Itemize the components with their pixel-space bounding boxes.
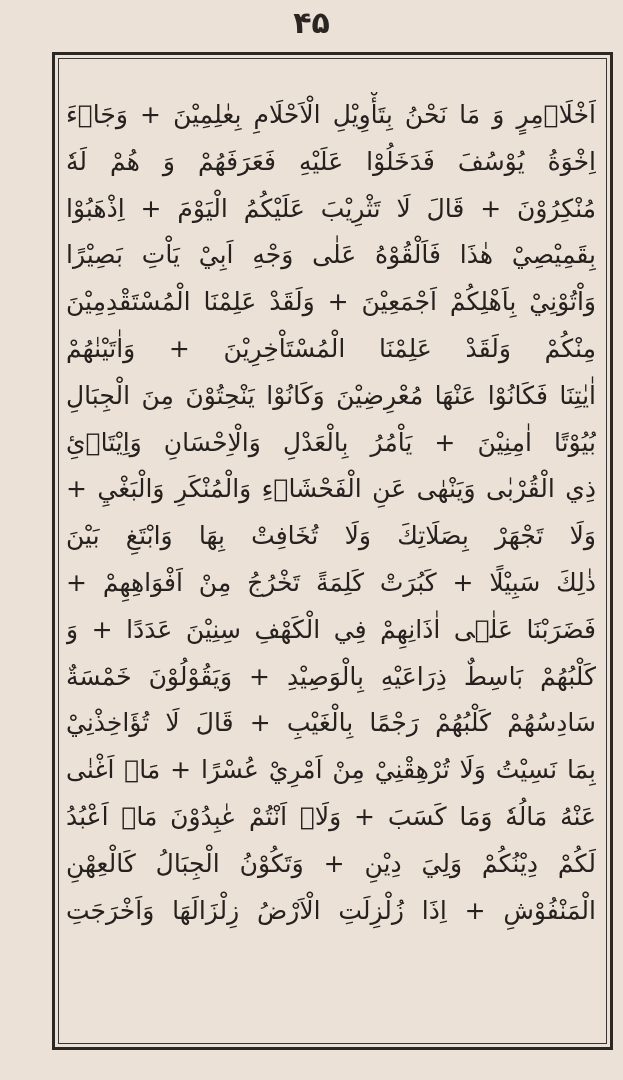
text-line-9: ذِي الْقُرْبٰى وَيَنْهٰى عَنِ الْفَحْشَاۤءِ وَالْمُنْكَرِ وَالْبَغْيِ + — [66, 474, 596, 504]
text-line-8: بُيُوْتًا اٰمِنِيْنَ + يَاْمُرُ بِالْعَدْلِ وَالْاِحْسَانِ وَاِيْتَاۤئِ — [66, 427, 596, 457]
text-line-7: اٰيٰتِنَا فَكَانُوْا عَنْهَا مُعْرِضِيْنَ وَكَانُوْا يَنْحِتُوْنَ مِنَ الْجِبَالِ — [66, 380, 596, 410]
text-line-5: وَاْتُوْنِيْ بِاَهْلِكُمْ اَجْمَعِيْنَ + وَلَقَدْ عَلِمْنَا الْمُسْتَقْدِمِيْنَ — [66, 287, 596, 317]
text-line-4: بِقَمِيْصِيْ هٰذَا فَاَلْقُوْهُ عَلٰى وَجْهِ اَبِيْ يَاْتِ بَصِيْرًا — [66, 240, 596, 270]
text-line-15: بِمَا نَسِيْتُ وَلَا تُرْهِقْنِيْ مِنْ اَمْرِيْ عُسْرًا + مَاۤ اَغْنٰى — [66, 755, 596, 785]
text-line-6: مِنْكُمْ وَلَقَدْ عَلِمْنَا الْمُسْتَاْخِرِيْنَ + وَاٰتَيْنٰهُمْ — [66, 333, 596, 363]
text-line-12: فَضَرَبْنَا عَلٰۤى اٰذَانِهِمْ فِي الْكَهْفِ سِنِيْنَ عَدَدًا + وَ — [66, 614, 596, 644]
text-line-10: وَلَا تَجْهَرْ بِصَلَاتِكَ وَلَا تُخَافِتْ بِهَا وَابْتَغِ بَيْنَ — [66, 521, 596, 551]
arabic-text-block — [66, 92, 596, 934]
text-line-1: اَخْلَاۤمِرٍ وَ مَا نَحْنُ بِتَأْوِيْلِ الْاَحْلَامِ بِعٰلِمِيْنَ + وَجَاۤءَ — [66, 100, 596, 129]
text-line-18: الْمَنْفُوْشِ + اِذَا زُلْزِلَتِ الْاَرْضُ زِلْزَالَهَا وَاَخْرَجَتِ — [66, 895, 596, 925]
text-line-14: سَادِسُهُمْ كَلْبُهُمْ رَجْمًا بِالْغَيْبِ + قَالَ لَا تُؤَاخِذْنِيْ — [66, 708, 596, 738]
page-number: ۴۵ — [293, 6, 330, 41]
text-line-17: لَكُمْ دِيْنُكُمْ وَلِيَ دِيْنِ + وَتَكُوْنُ الْجِبَالُ كَالْعِهْنِ — [66, 848, 596, 878]
text-line-11: ذٰلِكَ سَبِيْلًا + كَبُرَتْ كَلِمَةً تَخْرُجُ مِنْ اَفْوَاهِهِمْ + — [66, 567, 596, 597]
text-line-2: اِخْوَةُ يُوْسُفَ فَدَخَلُوْا عَلَيْهِ فَعَرَفَهُمْ وَ هُمْ لَهٗ — [66, 146, 596, 176]
text-line-3: مُنْكِرُوْنَ + قَالَ لَا تَثْرِيْبَ عَلَيْكُمُ الْيَوْمَ + اِذْهَبُوْا — [66, 193, 596, 223]
text-line-13: كَلْبُهُمْ بَاسِطٌ ذِرَاعَيْهِ بِالْوَصِيْدِ + وَيَقُوْلُوْنَ خَمْسَةٌ — [66, 661, 596, 691]
text-line-16: عَنْهُ مَالُهٗ وَمَا كَسَبَ + وَلَاۤ اَنْتُمْ عٰبِدُوْنَ مَاۤ اَعْبُدُ — [66, 801, 596, 831]
